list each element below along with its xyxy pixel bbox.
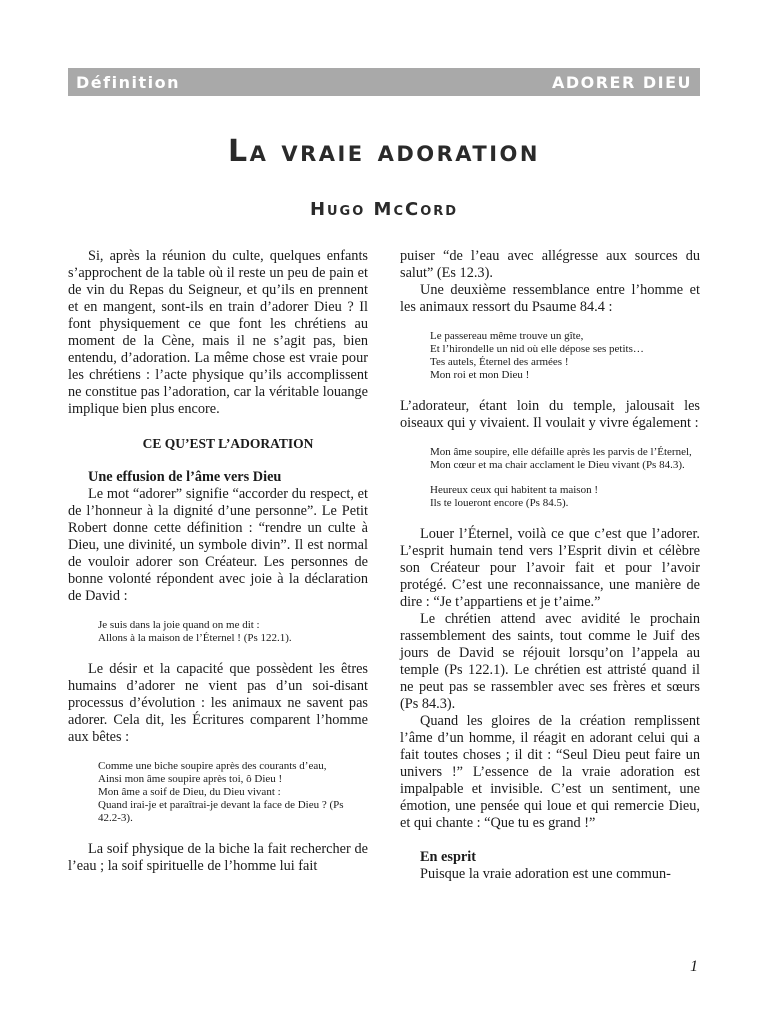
quote-line: Comme une biche soupire après des courants d’eau, — [98, 760, 327, 772]
subheading: En esprit — [420, 849, 477, 865]
paragraph: La soif physique de la biche la fait rechercher de l’eau ; la soif spirituelle de l’homme lui fait — [68, 841, 368, 874]
paragraph: Puisque la vraie adoration est une commun- — [420, 866, 671, 882]
quote-line: Quand irai-je et paraîtrai-je devant la face de Dieu ? (Ps 42.2-3). — [98, 799, 344, 824]
quote-line: Ainsi mon âme soupire après toi, ô Dieu ! — [98, 773, 283, 785]
paragraph: Le mot “adorer” signifie “accorder du respect, et de l’honneur à la dignité d’une personne”. Le Petit Robert donne cette définition : “rendre un culte à Dieu, une divinité, un symbole divin”. Il est normal de vouloir adorer son Créateur. Les personnes de bonne volonté répondent avec joie à la déclaration de David : — [68, 486, 368, 604]
quote-line: Et l’hirondelle un nid où elle dépose ses petits… — [430, 343, 644, 355]
quote-line: Tes autels, Éternel des armées ! — [430, 356, 569, 368]
quote-line: Mon âme soupire, elle défaille après les parvis de l’Éternel, — [430, 446, 692, 458]
page-number: 1 — [690, 958, 698, 975]
paragraph: puiser “de l’eau avec allégresse aux sources du salut” (Es 12.3). — [400, 248, 700, 281]
quote-line: Mon cœur et ma chair acclament le Dieu vivant (Ps 84.3). — [430, 459, 685, 471]
header-bar — [68, 68, 700, 96]
quote-line: Je suis dans la joie quand on me dit : — [98, 619, 260, 631]
header-topic-label: ADORER DIEU — [551, 72, 692, 92]
scripture-quote — [430, 446, 700, 472]
subheading: Une effusion de l’âme vers Dieu — [88, 469, 282, 485]
scripture-quote — [98, 760, 368, 825]
article-title: La vraie adoration — [228, 134, 540, 169]
quote-line: Mon roi et mon Dieu ! — [430, 369, 530, 381]
paragraph: L’adorateur, étant loin du temple, jalousait les oiseaux qui y vivaient. Il voulait y vivre également : — [400, 398, 700, 431]
paragraph: Si, après la réunion du culte, quelques enfants s’approchent de la table où il reste un peu de pain et de vin du Repas du Seigneur, et qu’ils en prennent et en mangent, sont-ils en train d’adorer Dieu ? Il font physiquement ce que font les chrétiens au moment de la Cène, mais il ne s’agit pas, bien entendu, d’adoration. La même chose est vraie pour les chrétiens : l’acte physique qu’ils accomplissent ne constitue pas l’adoration, car la véritable louange implique bien plus encore. — [68, 248, 368, 417]
paragraph: Louer l’Éternel, voilà ce que c’est que l’adorer. L’esprit humain tend vers l’Esprit divin et célèbre son Créateur pour l’avoir fait et pour l’avoir protégé. C’est une reconnaissance, une manière de dire : “Je t’appartiens et je t’aime.” — [400, 526, 700, 610]
scripture-quote — [430, 484, 700, 510]
header-section-label: Définition — [76, 72, 180, 92]
quote-line: Mon âme a soif de Dieu, du Dieu vivant : — [98, 786, 281, 798]
quote-line: Ils te loueront encore (Ps 84.5). — [430, 497, 569, 509]
left-column — [68, 248, 368, 875]
quote-line: Allons à la maison de l’Éternel ! (Ps 122.1). — [98, 632, 292, 644]
paragraph: Une deuxième ressemblance entre l’homme et les animaux ressort du Psaume 84.4 : — [400, 282, 700, 315]
scripture-quote — [430, 330, 700, 382]
paragraph: Quand les gloires de la création remplissent l’âme d’un homme, il réagit en adorant celui qui a fait toutes choses ; il dit : “Seul Dieu peut faire un univers !” L’essence de la vraie adoration est impalpable et invisible. C’est un sentiment, une émotion, une pensée qui loue et qui remercie Dieu, et qui chante : “Que tu es grand !” — [400, 713, 700, 831]
right-column — [400, 248, 700, 883]
quote-line: Le passereau même trouve un gîte, — [430, 330, 584, 342]
section-heading: CE QU’EST L’ADORATION — [142, 436, 314, 451]
paragraph: Le désir et la capacité que possèdent les êtres humains d’adorer ne vient pas d’un soi-disant processus d’évolution : les animaux ne savent pas adorer. Cela dit, les Écritures comparent l’homme aux bêtes : — [68, 661, 368, 745]
article-author: Hugo McCord — [309, 199, 459, 220]
quote-line: Heureux ceux qui habitent ta maison ! — [430, 484, 599, 496]
paragraph: Le chrétien attend avec avidité le prochain rassemblement des saints, tout comme le Juif des jours de David se réjouit lorsqu’on l’appela au temple (Ps 122.1). Le chrétien est attristé quand il ne peut pas se rassembler avec ses frères et sœurs (Ps 84.3). — [400, 611, 700, 712]
scripture-quote — [98, 619, 368, 645]
